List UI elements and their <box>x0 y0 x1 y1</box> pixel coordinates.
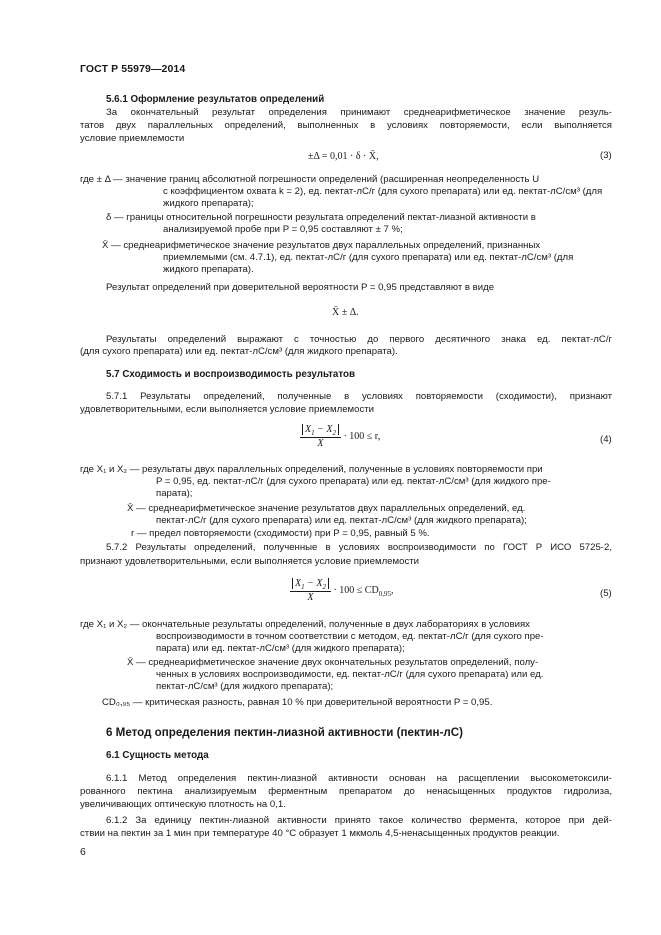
formula-5: $\frac{X_1 - X_2}{X}$ · $100 \le CD_{0,95}$, <box>290 578 393 603</box>
definition-line: приемлемыми (см. 4.7.1), ед. пектат-лС/г (для сухого препарата) или ед. пектат-лС/см³ (для <box>163 252 574 263</box>
paragraph-line: 5.7.2 Результаты определений, полученные в условиях воспроизводимости по ГОСТ Р ИСО 5725-2, <box>106 542 612 553</box>
paragraph-line: Результат определений при доверительной вероятности P = 0,95 представляют в виде <box>106 282 495 293</box>
definition-line: анализируемой пробе при P = 0,95 составляют ± 7 %; <box>163 224 403 235</box>
paragraph-line: 5.7.1 Результаты определений, полученные в условиях повторяемости (сходимости), признают <box>106 391 612 402</box>
paragraph-line: рованного пектина анализируемым ферментным препаратом до ненасыщенных продуктов гидролиза, <box>80 786 612 797</box>
definition-line: P = 0,95, ед. пектат-лС/г (для сухого препарата) или ед. пектат-лС/см³ (для жидкого пре- <box>156 476 551 487</box>
definition-line: X̄ — среднеарифметическое значение результатов двух параллельных определений, ед. <box>127 503 526 514</box>
paragraph-line: удовлетворительными, если выполняется условие приемлемости <box>80 404 375 415</box>
paragraph-line: 6.1.2 За единицу пектин-лиазной активности принято такое количество фермента, которое при дей- <box>106 815 612 826</box>
definition-line: парата); <box>156 488 193 499</box>
paragraph-line: признают удовлетворительными, если выполняется условие приемлемости <box>80 556 419 567</box>
formula-5-number: (5) <box>600 588 612 599</box>
definition-line: где X₁ и X₂ — окончательные результаты определений, полученные в двух лабораториях в условиях <box>80 619 530 630</box>
paragraph-line: увеличивающих оптическую плотность на 0,1. <box>80 799 286 810</box>
formula-4-number: (4) <box>600 434 612 445</box>
formula-3-number: (3) <box>600 150 612 161</box>
section-6-1-title: 6.1 Сущность метода <box>106 750 209 761</box>
formula-5-tail: · 100 ≤ CD <box>333 584 379 596</box>
definition-line: CD₀,₉₅ — критическая разность, равная 10 % при доверительной вероятности P = 0,95. <box>102 697 493 708</box>
formula-5-fraction: $\frac{X_1 - X_2}{X}$ <box>290 578 331 603</box>
paragraph-line: ствии на пектин за 1 мин при температуре 40 °С образует 1 мкмоль 4,5-ненасыщенных продуктов реакции. <box>80 828 560 839</box>
formula-x-delta: X̄ ± Δ. <box>332 307 359 318</box>
formula-4-fraction: $\frac{X_1 - X_2}{X}$ <box>300 424 341 449</box>
definition-line: жидкого препарата). <box>163 264 254 275</box>
definition-line: δ — границы относительной погрешности результата определений пектат-лиазной активности в <box>106 212 536 223</box>
section-6-title: 6 Метод определения пектин-лиазной активности (пектин-лС) <box>106 726 464 739</box>
definition-line: с коэффициентом охвата k = 2), ед. пектат-лС/г (для сухого препарата) или ед. пектат-лС/см³ (для <box>163 186 603 197</box>
section-5-7-title: 5.7 Сходимость и воспроизводимость результатов <box>106 369 356 380</box>
paragraph-line: За окончательный результат определения принимают среднеарифметическое значение резуль- <box>106 107 612 118</box>
definition-line: пектат-лС/см³ (для жидкого препарата); <box>156 681 334 692</box>
definition-line: r — предел повторяемости (сходимости) при P = 0,95, равный 5 %. <box>131 528 430 539</box>
formula-3: ±Δ = 0,01 · δ · X̄, <box>308 151 379 162</box>
page-header-doc-id: ГОСТ Р 55979—2014 <box>80 63 186 75</box>
definition-line: где X₁ и X₂ — результаты двух параллельных определений, полученные в условиях повторяемости при <box>80 464 543 475</box>
formula-5-subscript: 0,95 <box>378 589 391 598</box>
definition-line: X̄ — среднеарифметическое значение результатов двух параллельных определений, признанных <box>102 240 541 251</box>
definition-line: ченных в условиях воспроизводимости, ед. пектат-лС/г (для сухого препарата) или ед. <box>156 669 544 680</box>
formula-4 <box>300 424 380 449</box>
section-5-6-1-title: 5.6.1 Оформление результатов определений <box>106 94 325 105</box>
definition-line: пектат-лС/г (для сухого препарата) или ед. пектат-лС/см³ (для жидкого препарата); <box>156 515 527 526</box>
paragraph-line: татов двух параллельных определений, выполненных в условиях повторяемости, если выполняется <box>80 120 612 131</box>
paragraph-line: Результаты определений выражают с точностью до первого десятичного знака ед. пектат-лС/г <box>106 334 612 345</box>
paragraph-line: (для сухого препарата) или ед. пектат-лС/см³ (для жидкого препарата). <box>80 346 398 357</box>
paragraph-line: условие приемлемости <box>80 133 185 144</box>
definition-line: X̄ — среднеарифметическое значение двух окончательных результатов определений, полу- <box>127 657 539 668</box>
definition-line: где ± Δ — значение границ абсолютной погрешности определений (расширенная неопределенность U <box>80 174 540 185</box>
formula-4-tail: · 100 ≤ r, <box>343 430 381 442</box>
definition-line: парата) или ед. пектат-лС/см³ (для жидкого препарата); <box>156 643 405 654</box>
definition-line: воспроизводимости в точном соответствии с методом, ед. пектат-лС/г (для сухого пре- <box>156 631 544 642</box>
page-number: 6 <box>80 846 86 858</box>
paragraph-line: 6.1.1 Метод определения пектин-лиазной активности основан на расщеплении высокометоксили- <box>106 773 612 784</box>
definition-line: жидкого препарата); <box>163 198 254 209</box>
